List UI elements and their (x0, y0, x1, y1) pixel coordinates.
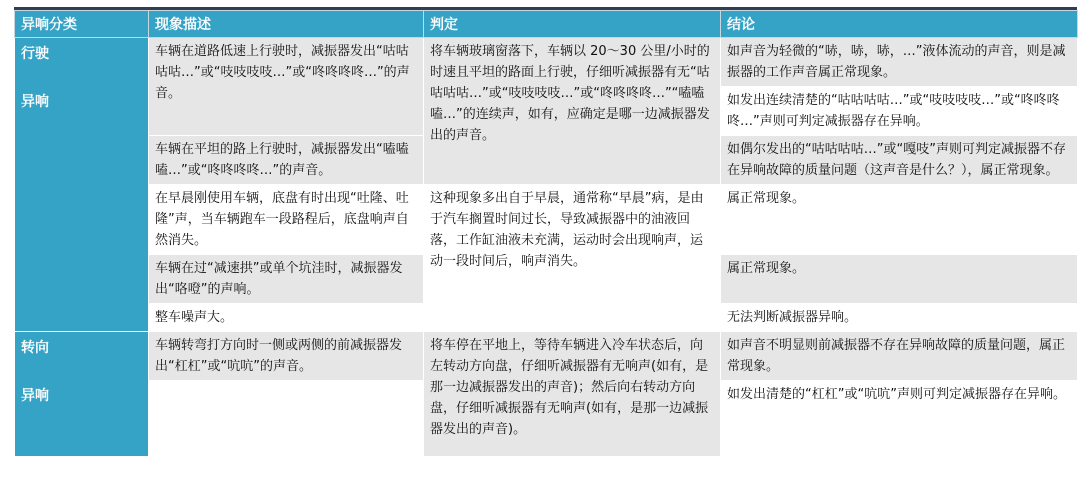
driving-concl-morning: 属正常现象。 (721, 185, 1078, 255)
driving-judge-morning: 这种现象多出自于早晨，通常称“早晨”病，是由于汽车搁置时间过长，导致减振器中的油液回落，工作缸油液未充满，运动时会出现响声，运动一段时间后，响声消失。 (424, 185, 721, 304)
steering-concl-abnormal: 如发出清楚的“杠杠”或“吭吭”声则可判定减振器存在异响。 (721, 381, 1078, 457)
category-driving-line1: 行驶 (21, 46, 49, 62)
category-steering-noise (15, 332, 149, 457)
header-conclusion: 结论 (721, 11, 1078, 38)
table-row (15, 38, 1078, 87)
steering-desc-turning: 车辆转弯打方向时一侧或两侧的前减振器发出“杠杠”或“吭吭”的声音。 (149, 332, 424, 381)
table-row (15, 332, 1078, 381)
driving-desc-morning: 在早晨刚使用车辆，底盘有时出现“吐隆、吐隆”声，当车辆跑车一段路程后，底盘响声自然消失。 (149, 185, 424, 255)
header-description: 现象描述 (149, 11, 424, 38)
table-row (15, 185, 1078, 255)
category-driving-noise (15, 38, 149, 332)
driving-concl-abnormal: 如发出连续清楚的“咕咕咕咕…”或“吱吱吱吱…”或“咚咚咚咚…”声则可判定减振器存在异响。 (721, 87, 1078, 136)
driving-judge-window-test: 将车辆玻璃窗落下，车辆以 20～30 公里/小时的时速且平坦的路面上行驶，仔细听减振器有无“咕咕咕咕…”或“吱吱吱吱…”或“咚咚咚咚…”“嗑嗑嗑…”的连续声，如有，应确定是哪一边减振器发出的声音。 (424, 38, 721, 185)
table-row (15, 304, 1078, 332)
driving-concl-normal-flow: 如声音为轻微的“哧，哧，哧，…”液体流动的声音，则是减振器的工作声音属正常现象。 (721, 38, 1078, 87)
driving-desc-flat-road: 车辆在平坦的路上行驶时，减振器发出“嗑嗑嗑…”或“咚咚咚咚…”的声音。 (149, 136, 424, 185)
driving-desc-overall-noise: 整车噪声大。 (149, 304, 424, 332)
category-steering-line2: 异响 (21, 388, 49, 404)
driving-concl-undeterminable: 无法判断减振器异响。 (721, 304, 1078, 332)
header-category: 异响分类 (15, 11, 149, 38)
driving-judge-empty (424, 304, 721, 332)
header-judgement: 判定 (424, 11, 721, 38)
category-driving-line2: 异响 (21, 94, 49, 110)
header-row (15, 11, 1078, 38)
driving-desc-speed-bump: 车辆在过“减速拱”或单个坑洼时，减振器发出“咯噔”的声响。 (149, 255, 424, 304)
category-steering-line1: 转向 (21, 340, 49, 356)
steering-judge-procedure: 将车停在平地上，等待车辆进入冷车状态后，向左转动方向盘，仔细听减振器有无响声(如有，是那一边减振器发出的声音)；然后向右转动方向盘，仔细听减振器有无响声(如有，是那一边减振器发出的声音)。 (424, 332, 721, 457)
driving-desc-low-speed: 车辆在道路低速上行驶时，减振器发出“咕咕咕咕…”或“吱吱吱吱…”或“咚咚咚咚…”的声音。 (149, 38, 424, 136)
abnormal-noise-table-wrapper (14, 10, 1077, 457)
driving-concl-occasional: 如偶尔发出的“咕咕咕咕…”或“嘎吱”声则可判定减振器不存在异响故障的质量问题（这声音是什么？），属正常现象。 (721, 136, 1078, 185)
steering-concl-normal: 如声音不明显则前减振器不存在异响故障的质量问题，属正常现象。 (721, 332, 1078, 381)
driving-concl-speed-bump: 属正常现象。 (721, 255, 1078, 304)
abnormal-noise-table (14, 10, 1078, 457)
steering-desc-empty (149, 381, 424, 457)
